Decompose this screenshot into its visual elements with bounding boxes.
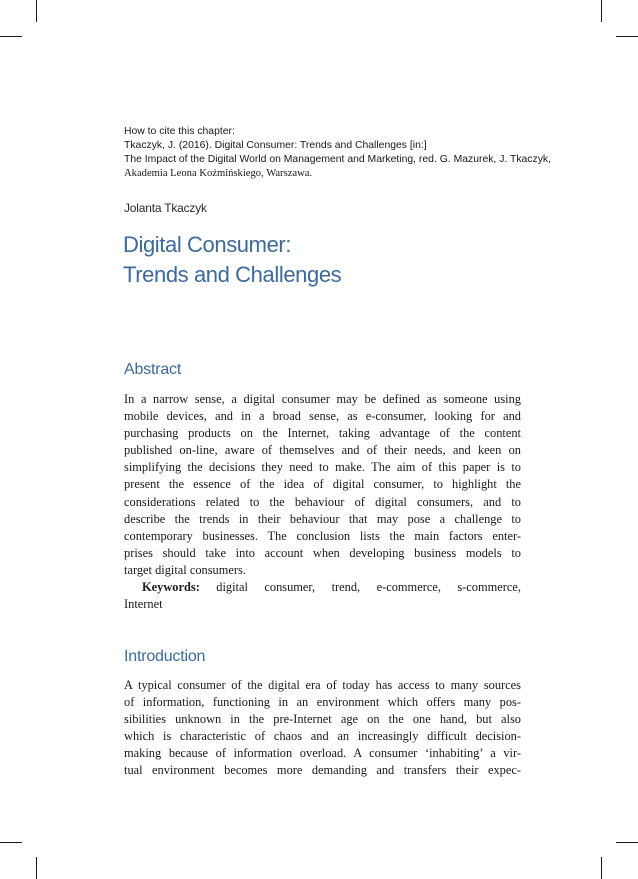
author-name: Jolanta Tkaczyk: [124, 201, 207, 215]
abstract-line: prises should take into account when developing business models to: [124, 545, 521, 560]
keywords-line: [124, 579, 521, 596]
abstract-heading: Abstract: [124, 361, 182, 378]
abstract-line: published on-line, aware of themselves and of their needs, and keen on: [124, 443, 521, 458]
abstract-line: contemporary businesses. The conclusion lists the main factors enter-: [124, 528, 521, 543]
chapter-title: [123, 230, 341, 290]
crop-mark: [616, 842, 638, 843]
abstract-line: In a narrow sense, a digital consumer may be defined as someone using: [124, 392, 521, 406]
introduction-line: making because of information overload. A consumer ‘inhabiting’ a vir-: [124, 746, 521, 761]
introduction-line: sibilities unknown in the pre-Internet age on the one hand, but also: [124, 712, 521, 727]
abstract-body: [124, 391, 521, 613]
crop-mark: [36, 0, 37, 22]
introduction-heading: Introduction: [124, 648, 206, 665]
introduction-line: A typical consumer of the digital era of today has access to many sources: [124, 678, 521, 692]
introduction-body: [124, 677, 521, 780]
introduction-line: which is characteristic of chaos and an increasingly difficult decision-: [124, 729, 521, 744]
title-line: Trends and Challenges: [123, 262, 342, 287]
keywords-label: Keywords:: [142, 580, 200, 595]
title-line: Digital Consumer:: [123, 232, 292, 257]
crop-mark: [36, 857, 37, 879]
crop-mark: [601, 0, 602, 22]
keywords-line: Internet: [124, 597, 163, 612]
abstract-line: purchasing products on the Internet, taking advantage of the content: [124, 426, 521, 441]
abstract-line: considerations related to the behaviour of digital consumers, and to: [124, 494, 521, 509]
crop-mark: [601, 857, 602, 879]
introduction-line: tual environment becomes more demanding and transfers their expec-: [124, 763, 521, 778]
citation-line: Akademia Leona Koźmińskiego, Warszawa.: [124, 168, 313, 180]
abstract-line: mobile devices, and in a broad sense, as e-consumer, looking for and: [124, 409, 521, 424]
crop-mark: [0, 842, 22, 843]
keywords-text: digital consumer, trend, e-commerce, s-commerce,: [199, 580, 521, 595]
abstract-line: describe the trends in their behaviour that may pose a challenge to: [124, 511, 521, 526]
abstract-line: present the essence of the idea of digital consumer, to highlight the: [124, 477, 521, 492]
abstract-line: target digital consumers.: [124, 562, 246, 577]
citation-block: [124, 125, 604, 181]
citation-line: Tkaczyk, J. (2016). Digital Consumer: Trends and Challenges [in:]: [124, 140, 427, 152]
citation-heading: How to cite this chapter:: [124, 126, 235, 137]
citation-line: The Impact of the Digital World on Management and Marketing, red. G. Mazurek, J. Tkaczyk,: [124, 154, 551, 166]
crop-mark: [616, 36, 638, 37]
introduction-line: of information, functioning in an environment which offers many pos-: [124, 695, 521, 710]
abstract-line: simplifying the decisions they need to make. The aim of this paper is to: [124, 460, 521, 475]
crop-mark: [0, 36, 22, 37]
